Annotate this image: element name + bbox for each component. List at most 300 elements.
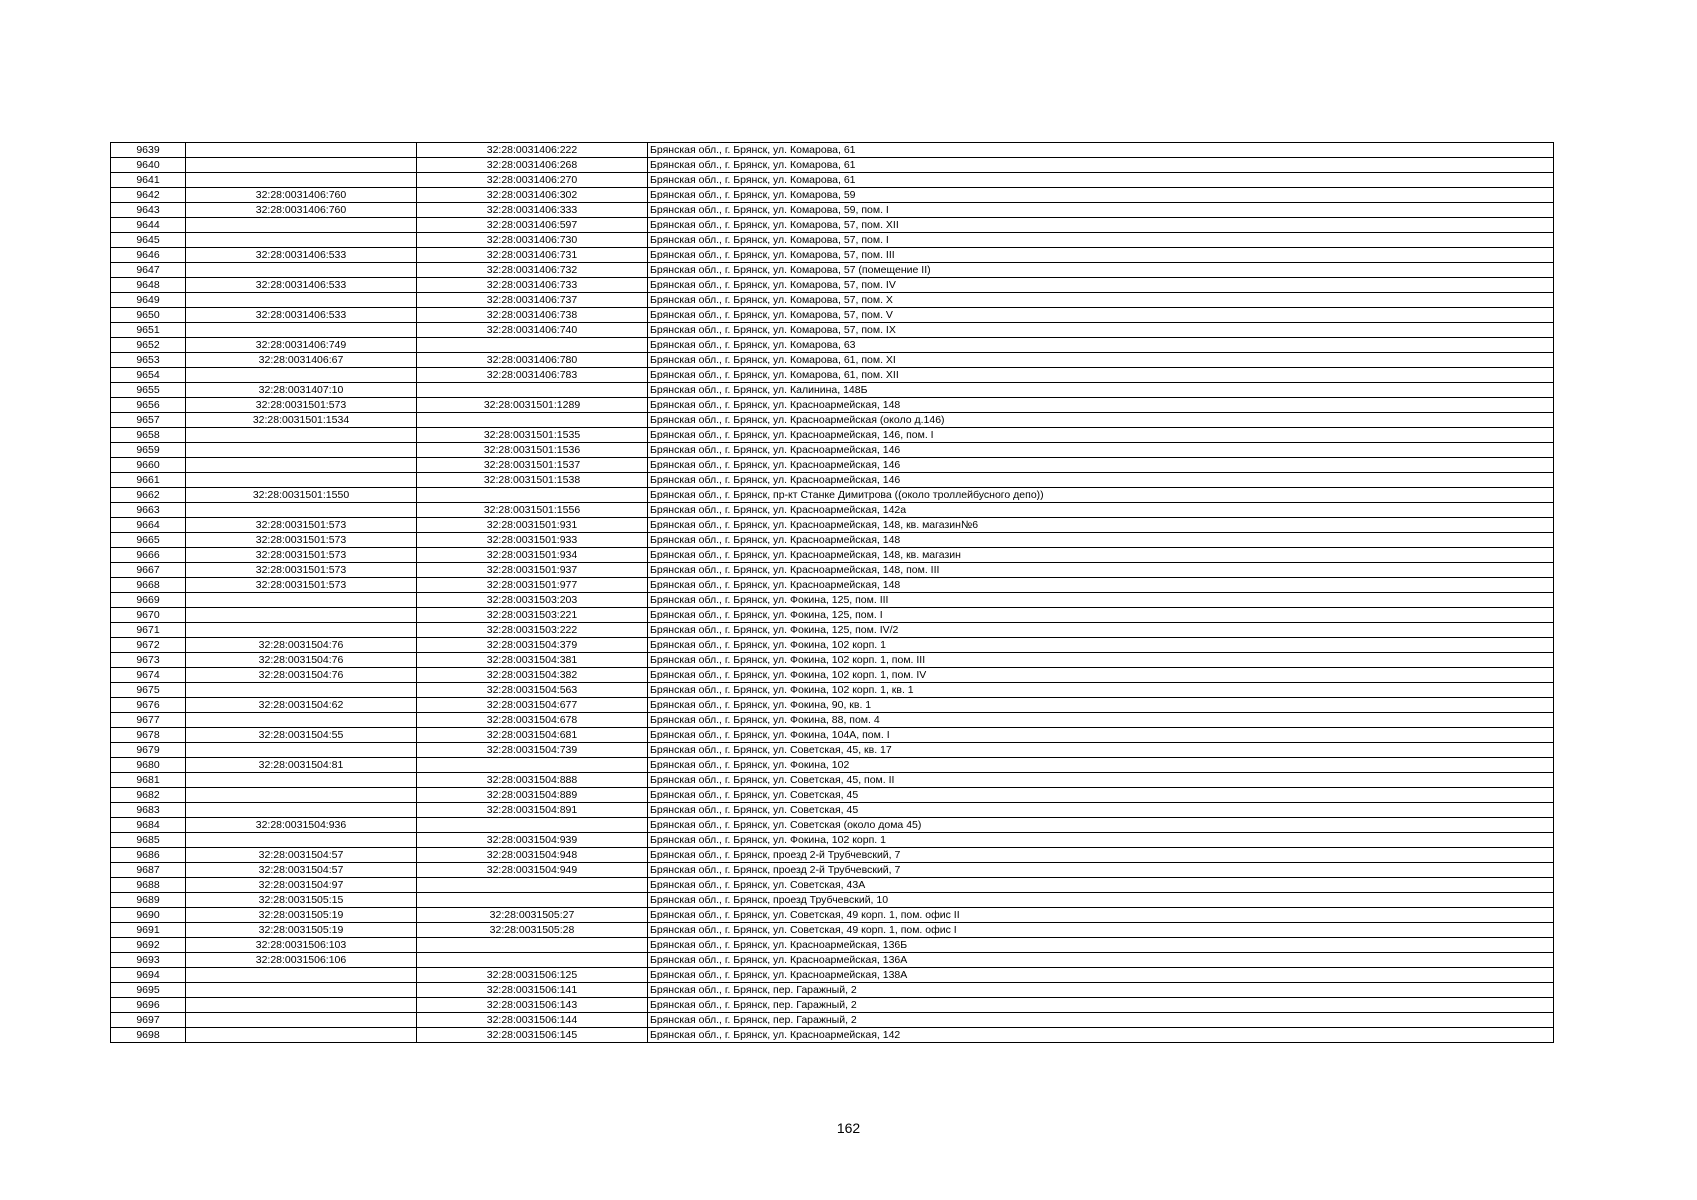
row-number-cell: 9641 (111, 173, 186, 188)
row-number-cell: 9694 (111, 968, 186, 983)
object-cadastral-number-cell: 32:28:0031406:222 (417, 143, 648, 158)
row-number-cell: 9661 (111, 473, 186, 488)
table-row (111, 998, 1554, 1013)
object-cadastral-number-cell: 32:28:0031406:737 (417, 293, 648, 308)
object-cadastral-number-cell (417, 413, 648, 428)
table-row (111, 488, 1554, 503)
address-cell: Брянская обл., г. Брянск, ул. Красноармейская, 136Б (648, 938, 1554, 953)
row-number-cell: 9664 (111, 518, 186, 533)
row-number-cell: 9644 (111, 218, 186, 233)
address-cell: Брянская обл., г. Брянск, ул. Красноармейская, 142 (648, 1028, 1554, 1043)
row-number-cell: 9668 (111, 578, 186, 593)
parcel-cadastral-number-cell: 32:28:0031406:760 (186, 188, 417, 203)
parcel-cadastral-number-cell: 32:28:0031504:76 (186, 653, 417, 668)
parcel-cadastral-number-cell (186, 968, 417, 983)
address-cell: Брянская обл., г. Брянск, ул. Красноармейская, 146 (648, 443, 1554, 458)
object-cadastral-number-cell (417, 953, 648, 968)
object-cadastral-number-cell: 32:28:0031501:1535 (417, 428, 648, 443)
address-cell: Брянская обл., г. Брянск, ул. Красноармейская (около д.146) (648, 413, 1554, 428)
table-row (111, 833, 1554, 848)
object-cadastral-number-cell: 32:28:0031406:733 (417, 278, 648, 293)
parcel-cadastral-number-cell (186, 293, 417, 308)
parcel-cadastral-number-cell: 32:28:0031504:76 (186, 638, 417, 653)
address-cell: Брянская обл., г. Брянск, ул. Комарова, 59 (648, 188, 1554, 203)
row-number-cell: 9689 (111, 893, 186, 908)
address-cell: Брянская обл., г. Брянск, ул. Фокина, 102 (648, 758, 1554, 773)
object-cadastral-number-cell: 32:28:0031506:144 (417, 1013, 648, 1028)
parcel-cadastral-number-cell: 32:28:0031506:106 (186, 953, 417, 968)
row-number-cell: 9681 (111, 773, 186, 788)
table-row (111, 218, 1554, 233)
parcel-cadastral-number-cell (186, 593, 417, 608)
address-cell: Брянская обл., г. Брянск, ул. Красноармейская, 142а (648, 503, 1554, 518)
address-cell: Брянская обл., г. Брянск, ул. Советская (около дома 45) (648, 818, 1554, 833)
table-row (111, 353, 1554, 368)
row-number-cell: 9685 (111, 833, 186, 848)
address-cell: Брянская обл., г. Брянск, ул. Комарова, 61 (648, 158, 1554, 173)
table-row (111, 293, 1554, 308)
table-row (111, 368, 1554, 383)
address-cell: Брянская обл., г. Брянск, пер. Гаражный, 2 (648, 998, 1554, 1013)
table-row (111, 638, 1554, 653)
parcel-cadastral-number-cell (186, 683, 417, 698)
row-number-cell: 9686 (111, 848, 186, 863)
parcel-cadastral-number-cell (186, 998, 417, 1013)
table-row (111, 503, 1554, 518)
row-number-cell: 9695 (111, 983, 186, 998)
parcel-cadastral-number-cell: 32:28:0031406:67 (186, 353, 417, 368)
table-row (111, 908, 1554, 923)
parcel-cadastral-number-cell: 32:28:0031504:97 (186, 878, 417, 893)
object-cadastral-number-cell: 32:28:0031406:783 (417, 368, 648, 383)
address-cell: Брянская обл., г. Брянск, ул. Красноармейская, 146, пом. I (648, 428, 1554, 443)
parcel-cadastral-number-cell: 32:28:0031501:1550 (186, 488, 417, 503)
address-cell: Брянская обл., г. Брянск, пер. Гаражный, 2 (648, 1013, 1554, 1028)
address-cell: Брянская обл., г. Брянск, ул. Красноармейская, 146 (648, 473, 1554, 488)
address-cell: Брянская обл., г. Брянск, ул. Комарова, 61, пом. XI (648, 353, 1554, 368)
object-cadastral-number-cell: 32:28:0031504:382 (417, 668, 648, 683)
table-row (111, 803, 1554, 818)
row-number-cell: 9675 (111, 683, 186, 698)
parcel-cadastral-number-cell: 32:28:0031505:15 (186, 893, 417, 908)
address-cell: Брянская обл., г. Брянск, ул. Комарова, 57, пом. IV (648, 278, 1554, 293)
object-cadastral-number-cell: 32:28:0031406:597 (417, 218, 648, 233)
address-cell: Брянская обл., г. Брянск, ул. Фокина, 102 корп. 1 (648, 638, 1554, 653)
address-cell: Брянская обл., г. Брянск, ул. Комарова, 61 (648, 143, 1554, 158)
parcel-cadastral-number-cell: 32:28:0031501:573 (186, 578, 417, 593)
address-cell: Брянская обл., г. Брянск, ул. Калинина, 148Б (648, 383, 1554, 398)
row-number-cell: 9688 (111, 878, 186, 893)
object-cadastral-number-cell: 32:28:0031504:891 (417, 803, 648, 818)
address-cell: Брянская обл., г. Брянск, ул. Фокина, 125, пом. I (648, 608, 1554, 623)
parcel-cadastral-number-cell: 32:28:0031406:533 (186, 308, 417, 323)
table-row (111, 923, 1554, 938)
row-number-cell: 9683 (111, 803, 186, 818)
table-row (111, 428, 1554, 443)
parcel-cadastral-number-cell: 32:28:0031505:19 (186, 908, 417, 923)
address-cell: Брянская обл., г. Брянск, ул. Советская, 49 корп. 1, пом. офис II (648, 908, 1554, 923)
address-cell: Брянская обл., г. Брянск, ул. Красноармейская, 148, пом. III (648, 563, 1554, 578)
row-number-cell: 9671 (111, 623, 186, 638)
row-number-cell: 9692 (111, 938, 186, 953)
row-number-cell: 9680 (111, 758, 186, 773)
parcel-cadastral-number-cell: 32:28:0031504:62 (186, 698, 417, 713)
table-row (111, 953, 1554, 968)
table-row (111, 818, 1554, 833)
object-cadastral-number-cell: 32:28:0031506:125 (417, 968, 648, 983)
row-number-cell: 9670 (111, 608, 186, 623)
object-cadastral-number-cell: 32:28:0031504:949 (417, 863, 648, 878)
object-cadastral-number-cell: 32:28:0031406:302 (417, 188, 648, 203)
address-cell: Брянская обл., г. Брянск, ул. Красноармейская, 148 (648, 578, 1554, 593)
row-number-cell: 9650 (111, 308, 186, 323)
address-cell: Брянская обл., г. Брянск, ул. Советская, 45 (648, 788, 1554, 803)
parcel-cadastral-number-cell: 32:28:0031406:533 (186, 248, 417, 263)
address-cell: Брянская обл., г. Брянск, проезд 2-й Трубчевский, 7 (648, 863, 1554, 878)
table-row (111, 863, 1554, 878)
object-cadastral-number-cell: 32:28:0031501:1537 (417, 458, 648, 473)
object-cadastral-number-cell (417, 383, 648, 398)
row-number-cell: 9667 (111, 563, 186, 578)
address-cell: Брянская обл., г. Брянск, ул. Советская, 45, пом. II (648, 773, 1554, 788)
row-number-cell: 9673 (111, 653, 186, 668)
parcel-cadastral-number-cell: 32:28:0031406:760 (186, 203, 417, 218)
table-row (111, 1028, 1554, 1043)
parcel-cadastral-number-cell (186, 233, 417, 248)
parcel-cadastral-number-cell: 32:28:0031501:1534 (186, 413, 417, 428)
object-cadastral-number-cell (417, 338, 648, 353)
row-number-cell: 9674 (111, 668, 186, 683)
row-number-cell: 9647 (111, 263, 186, 278)
table-row (111, 773, 1554, 788)
object-cadastral-number-cell: 32:28:0031406:740 (417, 323, 648, 338)
table-row (111, 743, 1554, 758)
row-number-cell: 9655 (111, 383, 186, 398)
address-cell: Брянская обл., г. Брянск, ул. Фокина, 104А, пом. I (648, 728, 1554, 743)
table-row (111, 458, 1554, 473)
page-number: 162 (836, 1120, 861, 1136)
object-cadastral-number-cell: 32:28:0031504:381 (417, 653, 648, 668)
table-row (111, 143, 1554, 158)
object-cadastral-number-cell: 32:28:0031406:732 (417, 263, 648, 278)
address-cell: Брянская обл., г. Брянск, ул. Красноармейская, 146 (648, 458, 1554, 473)
table-row (111, 278, 1554, 293)
address-cell: Брянская обл., г. Брянск, ул. Красноармейская, 148, кв. магазин№6 (648, 518, 1554, 533)
parcel-cadastral-number-cell (186, 473, 417, 488)
parcel-cadastral-number-cell (186, 713, 417, 728)
row-number-cell: 9672 (111, 638, 186, 653)
parcel-cadastral-number-cell: 32:28:0031406:749 (186, 338, 417, 353)
table-row (111, 233, 1554, 248)
address-cell: Брянская обл., г. Брянск, ул. Красноармейская, 148, кв. магазин (648, 548, 1554, 563)
parcel-cadastral-number-cell (186, 983, 417, 998)
table-row (111, 1013, 1554, 1028)
table-row (111, 203, 1554, 218)
object-cadastral-number-cell (417, 938, 648, 953)
table-row (111, 968, 1554, 983)
parcel-cadastral-number-cell (186, 263, 417, 278)
table-row (111, 848, 1554, 863)
object-cadastral-number-cell: 32:28:0031506:141 (417, 983, 648, 998)
parcel-cadastral-number-cell: 32:28:0031504:57 (186, 848, 417, 863)
object-cadastral-number-cell: 32:28:0031406:738 (417, 308, 648, 323)
address-cell: Брянская обл., г. Брянск, ул. Советская, 49 корп. 1, пом. офис I (648, 923, 1554, 938)
object-cadastral-number-cell: 32:28:0031503:221 (417, 608, 648, 623)
object-cadastral-number-cell: 32:28:0031501:1289 (417, 398, 648, 413)
table-row (111, 188, 1554, 203)
object-cadastral-number-cell: 32:28:0031501:937 (417, 563, 648, 578)
parcel-cadastral-number-cell (186, 428, 417, 443)
parcel-cadastral-number-cell (186, 443, 417, 458)
table-row (111, 938, 1554, 953)
row-number-cell: 9648 (111, 278, 186, 293)
object-cadastral-number-cell: 32:28:0031406:270 (417, 173, 648, 188)
parcel-cadastral-number-cell (186, 623, 417, 638)
address-cell: Брянская обл., г. Брянск, ул. Комарова, 57, пом. III (648, 248, 1554, 263)
row-number-cell: 9684 (111, 818, 186, 833)
address-cell: Брянская обл., г. Брянск, ул. Комарова, 57, пом. IX (648, 323, 1554, 338)
row-number-cell: 9654 (111, 368, 186, 383)
row-number-cell: 9696 (111, 998, 186, 1013)
row-number-cell: 9658 (111, 428, 186, 443)
address-cell: Брянская обл., г. Брянск, ул. Комарова, 57, пом. X (648, 293, 1554, 308)
parcel-cadastral-number-cell: 32:28:0031504:55 (186, 728, 417, 743)
address-cell: Брянская обл., г. Брянск, пер. Гаражный, 2 (648, 983, 1554, 998)
object-cadastral-number-cell: 32:28:0031406:780 (417, 353, 648, 368)
parcel-cadastral-number-cell (186, 1028, 417, 1043)
registry-table-body (111, 143, 1554, 1043)
address-cell: Брянская обл., г. Брянск, ул. Комарова, 63 (648, 338, 1554, 353)
table-row (111, 608, 1554, 623)
object-cadastral-number-cell: 32:28:0031504:379 (417, 638, 648, 653)
table-row (111, 413, 1554, 428)
table-row (111, 668, 1554, 683)
object-cadastral-number-cell: 32:28:0031504:948 (417, 848, 648, 863)
address-cell: Брянская обл., г. Брянск, ул. Комарова, 57 (помещение II) (648, 263, 1554, 278)
address-cell: Брянская обл., г. Брянск, ул. Комарова, 57, пом. V (648, 308, 1554, 323)
row-number-cell: 9662 (111, 488, 186, 503)
parcel-cadastral-number-cell: 32:28:0031506:103 (186, 938, 417, 953)
row-number-cell: 9642 (111, 188, 186, 203)
row-number-cell: 9666 (111, 548, 186, 563)
parcel-cadastral-number-cell: 32:28:0031504:936 (186, 818, 417, 833)
table-row (111, 893, 1554, 908)
parcel-cadastral-number-cell (186, 773, 417, 788)
address-cell: Брянская обл., г. Брянск, ул. Красноармейская, 138А (648, 968, 1554, 983)
address-cell: Брянская обл., г. Брянск, ул. Комарова, 61 (648, 173, 1554, 188)
table-row (111, 158, 1554, 173)
row-number-cell: 9646 (111, 248, 186, 263)
object-cadastral-number-cell: 32:28:0031504:563 (417, 683, 648, 698)
object-cadastral-number-cell: 32:28:0031406:333 (417, 203, 648, 218)
row-number-cell: 9656 (111, 398, 186, 413)
object-cadastral-number-cell (417, 758, 648, 773)
parcel-cadastral-number-cell: 32:28:0031501:573 (186, 533, 417, 548)
object-cadastral-number-cell: 32:28:0031504:939 (417, 833, 648, 848)
address-cell: Брянская обл., г. Брянск, ул. Фокина, 102 корп. 1, кв. 1 (648, 683, 1554, 698)
object-cadastral-number-cell: 32:28:0031501:1536 (417, 443, 648, 458)
row-number-cell: 9697 (111, 1013, 186, 1028)
parcel-cadastral-number-cell (186, 158, 417, 173)
object-cadastral-number-cell: 32:28:0031506:143 (417, 998, 648, 1013)
table-row (111, 593, 1554, 608)
address-cell: Брянская обл., г. Брянск, ул. Фокина, 125, пом. III (648, 593, 1554, 608)
object-cadastral-number-cell: 32:28:0031406:268 (417, 158, 648, 173)
table-row (111, 308, 1554, 323)
address-cell: Брянская обл., г. Брянск, ул. Комарова, 57, пом. I (648, 233, 1554, 248)
address-cell: Брянская обл., г. Брянск, ул. Комарова, 57, пом. XII (648, 218, 1554, 233)
row-number-cell: 9659 (111, 443, 186, 458)
row-number-cell: 9677 (111, 713, 186, 728)
address-cell: Брянская обл., г. Брянск, ул. Красноармейская, 148 (648, 398, 1554, 413)
object-cadastral-number-cell: 32:28:0031501:1556 (417, 503, 648, 518)
object-cadastral-number-cell: 32:28:0031501:934 (417, 548, 648, 563)
table-row (111, 473, 1554, 488)
object-cadastral-number-cell: 32:28:0031504:888 (417, 773, 648, 788)
parcel-cadastral-number-cell: 32:28:0031504:57 (186, 863, 417, 878)
parcel-cadastral-number-cell: 32:28:0031501:573 (186, 548, 417, 563)
table-row (111, 533, 1554, 548)
object-cadastral-number-cell: 32:28:0031501:1538 (417, 473, 648, 488)
object-cadastral-number-cell: 32:28:0031501:977 (417, 578, 648, 593)
row-number-cell: 9657 (111, 413, 186, 428)
row-number-cell: 9653 (111, 353, 186, 368)
address-cell: Брянская обл., г. Брянск, ул. Фокина, 90, кв. 1 (648, 698, 1554, 713)
object-cadastral-number-cell: 32:28:0031505:28 (417, 923, 648, 938)
object-cadastral-number-cell (417, 893, 648, 908)
object-cadastral-number-cell: 32:28:0031504:681 (417, 728, 648, 743)
object-cadastral-number-cell: 32:28:0031504:889 (417, 788, 648, 803)
row-number-cell: 9651 (111, 323, 186, 338)
registry-table (110, 142, 1554, 1043)
row-number-cell: 9645 (111, 233, 186, 248)
row-number-cell: 9640 (111, 158, 186, 173)
table-row (111, 878, 1554, 893)
parcel-cadastral-number-cell (186, 143, 417, 158)
parcel-cadastral-number-cell: 32:28:0031406:533 (186, 278, 417, 293)
parcel-cadastral-number-cell (186, 1013, 417, 1028)
table-row (111, 323, 1554, 338)
address-cell: Брянская обл., г. Брянск, ул. Фокина, 125, пом. IV/2 (648, 623, 1554, 638)
table-row (111, 338, 1554, 353)
row-number-cell: 9676 (111, 698, 186, 713)
table-row (111, 383, 1554, 398)
address-cell: Брянская обл., г. Брянск, ул. Фокина, 102 корп. 1, пом. III (648, 653, 1554, 668)
row-number-cell: 9669 (111, 593, 186, 608)
table-row (111, 728, 1554, 743)
object-cadastral-number-cell: 32:28:0031503:222 (417, 623, 648, 638)
address-cell: Брянская обл., г. Брянск, ул. Красноармейская, 148 (648, 533, 1554, 548)
table-row (111, 548, 1554, 563)
row-number-cell: 9663 (111, 503, 186, 518)
table-row (111, 398, 1554, 413)
row-number-cell: 9682 (111, 788, 186, 803)
object-cadastral-number-cell: 32:28:0031504:678 (417, 713, 648, 728)
address-cell: Брянская обл., г. Брянск, ул. Советская, 45 (648, 803, 1554, 818)
table-row (111, 578, 1554, 593)
parcel-cadastral-number-cell (186, 833, 417, 848)
parcel-cadastral-number-cell (186, 503, 417, 518)
parcel-cadastral-number-cell: 32:28:0031501:573 (186, 563, 417, 578)
address-cell: Брянская обл., г. Брянск, ул. Комарова, 59, пом. I (648, 203, 1554, 218)
row-number-cell: 9679 (111, 743, 186, 758)
object-cadastral-number-cell: 32:28:0031504:677 (417, 698, 648, 713)
parcel-cadastral-number-cell (186, 218, 417, 233)
parcel-cadastral-number-cell: 32:28:0031505:19 (186, 923, 417, 938)
row-number-cell: 9643 (111, 203, 186, 218)
table-row (111, 713, 1554, 728)
table-row (111, 788, 1554, 803)
table-row (111, 758, 1554, 773)
parcel-cadastral-number-cell (186, 173, 417, 188)
table-row (111, 443, 1554, 458)
object-cadastral-number-cell (417, 488, 648, 503)
object-cadastral-number-cell: 32:28:0031406:730 (417, 233, 648, 248)
row-number-cell: 9639 (111, 143, 186, 158)
object-cadastral-number-cell: 32:28:0031505:27 (417, 908, 648, 923)
row-number-cell: 9690 (111, 908, 186, 923)
table-row (111, 983, 1554, 998)
object-cadastral-number-cell (417, 818, 648, 833)
object-cadastral-number-cell (417, 878, 648, 893)
object-cadastral-number-cell: 32:28:0031406:731 (417, 248, 648, 263)
row-number-cell: 9691 (111, 923, 186, 938)
parcel-cadastral-number-cell: 32:28:0031407:10 (186, 383, 417, 398)
parcel-cadastral-number-cell (186, 458, 417, 473)
address-cell: Брянская обл., г. Брянск, проезд 2-й Трубчевский, 7 (648, 848, 1554, 863)
table-row (111, 653, 1554, 668)
parcel-cadastral-number-cell: 32:28:0031501:573 (186, 398, 417, 413)
table-row (111, 173, 1554, 188)
parcel-cadastral-number-cell (186, 803, 417, 818)
row-number-cell: 9665 (111, 533, 186, 548)
address-cell: Брянская обл., г. Брянск, ул. Советская, 43А (648, 878, 1554, 893)
address-cell: Брянская обл., г. Брянск, ул. Фокина, 102 корп. 1 (648, 833, 1554, 848)
address-cell: Брянская обл., г. Брянск, ул. Фокина, 102 корп. 1, пом. IV (648, 668, 1554, 683)
parcel-cadastral-number-cell (186, 368, 417, 383)
object-cadastral-number-cell: 32:28:0031503:203 (417, 593, 648, 608)
parcel-cadastral-number-cell: 32:28:0031504:81 (186, 758, 417, 773)
table-row (111, 518, 1554, 533)
parcel-cadastral-number-cell: 32:28:0031504:76 (186, 668, 417, 683)
parcel-cadastral-number-cell: 32:28:0031501:573 (186, 518, 417, 533)
table-row (111, 698, 1554, 713)
row-number-cell: 9687 (111, 863, 186, 878)
address-cell: Брянская обл., г. Брянск, проезд Трубчевский, 10 (648, 893, 1554, 908)
parcel-cadastral-number-cell (186, 608, 417, 623)
row-number-cell: 9693 (111, 953, 186, 968)
row-number-cell: 9698 (111, 1028, 186, 1043)
object-cadastral-number-cell: 32:28:0031501:931 (417, 518, 648, 533)
object-cadastral-number-cell: 32:28:0031504:739 (417, 743, 648, 758)
parcel-cadastral-number-cell (186, 743, 417, 758)
address-cell: Брянская обл., г. Брянск, пр-кт Станке Димитрова ((около троллейбусного депо)) (648, 488, 1554, 503)
table-row (111, 623, 1554, 638)
address-cell: Брянская обл., г. Брянск, ул. Советская, 45, кв. 17 (648, 743, 1554, 758)
address-cell: Брянская обл., г. Брянск, ул. Комарова, 61, пом. XII (648, 368, 1554, 383)
table-row (111, 683, 1554, 698)
row-number-cell: 9678 (111, 728, 186, 743)
parcel-cadastral-number-cell (186, 323, 417, 338)
table-row (111, 248, 1554, 263)
address-cell: Брянская обл., г. Брянск, ул. Красноармейская, 136А (648, 953, 1554, 968)
table-row (111, 563, 1554, 578)
row-number-cell: 9660 (111, 458, 186, 473)
table-row (111, 263, 1554, 278)
object-cadastral-number-cell: 32:28:0031501:933 (417, 533, 648, 548)
parcel-cadastral-number-cell (186, 788, 417, 803)
row-number-cell: 9652 (111, 338, 186, 353)
